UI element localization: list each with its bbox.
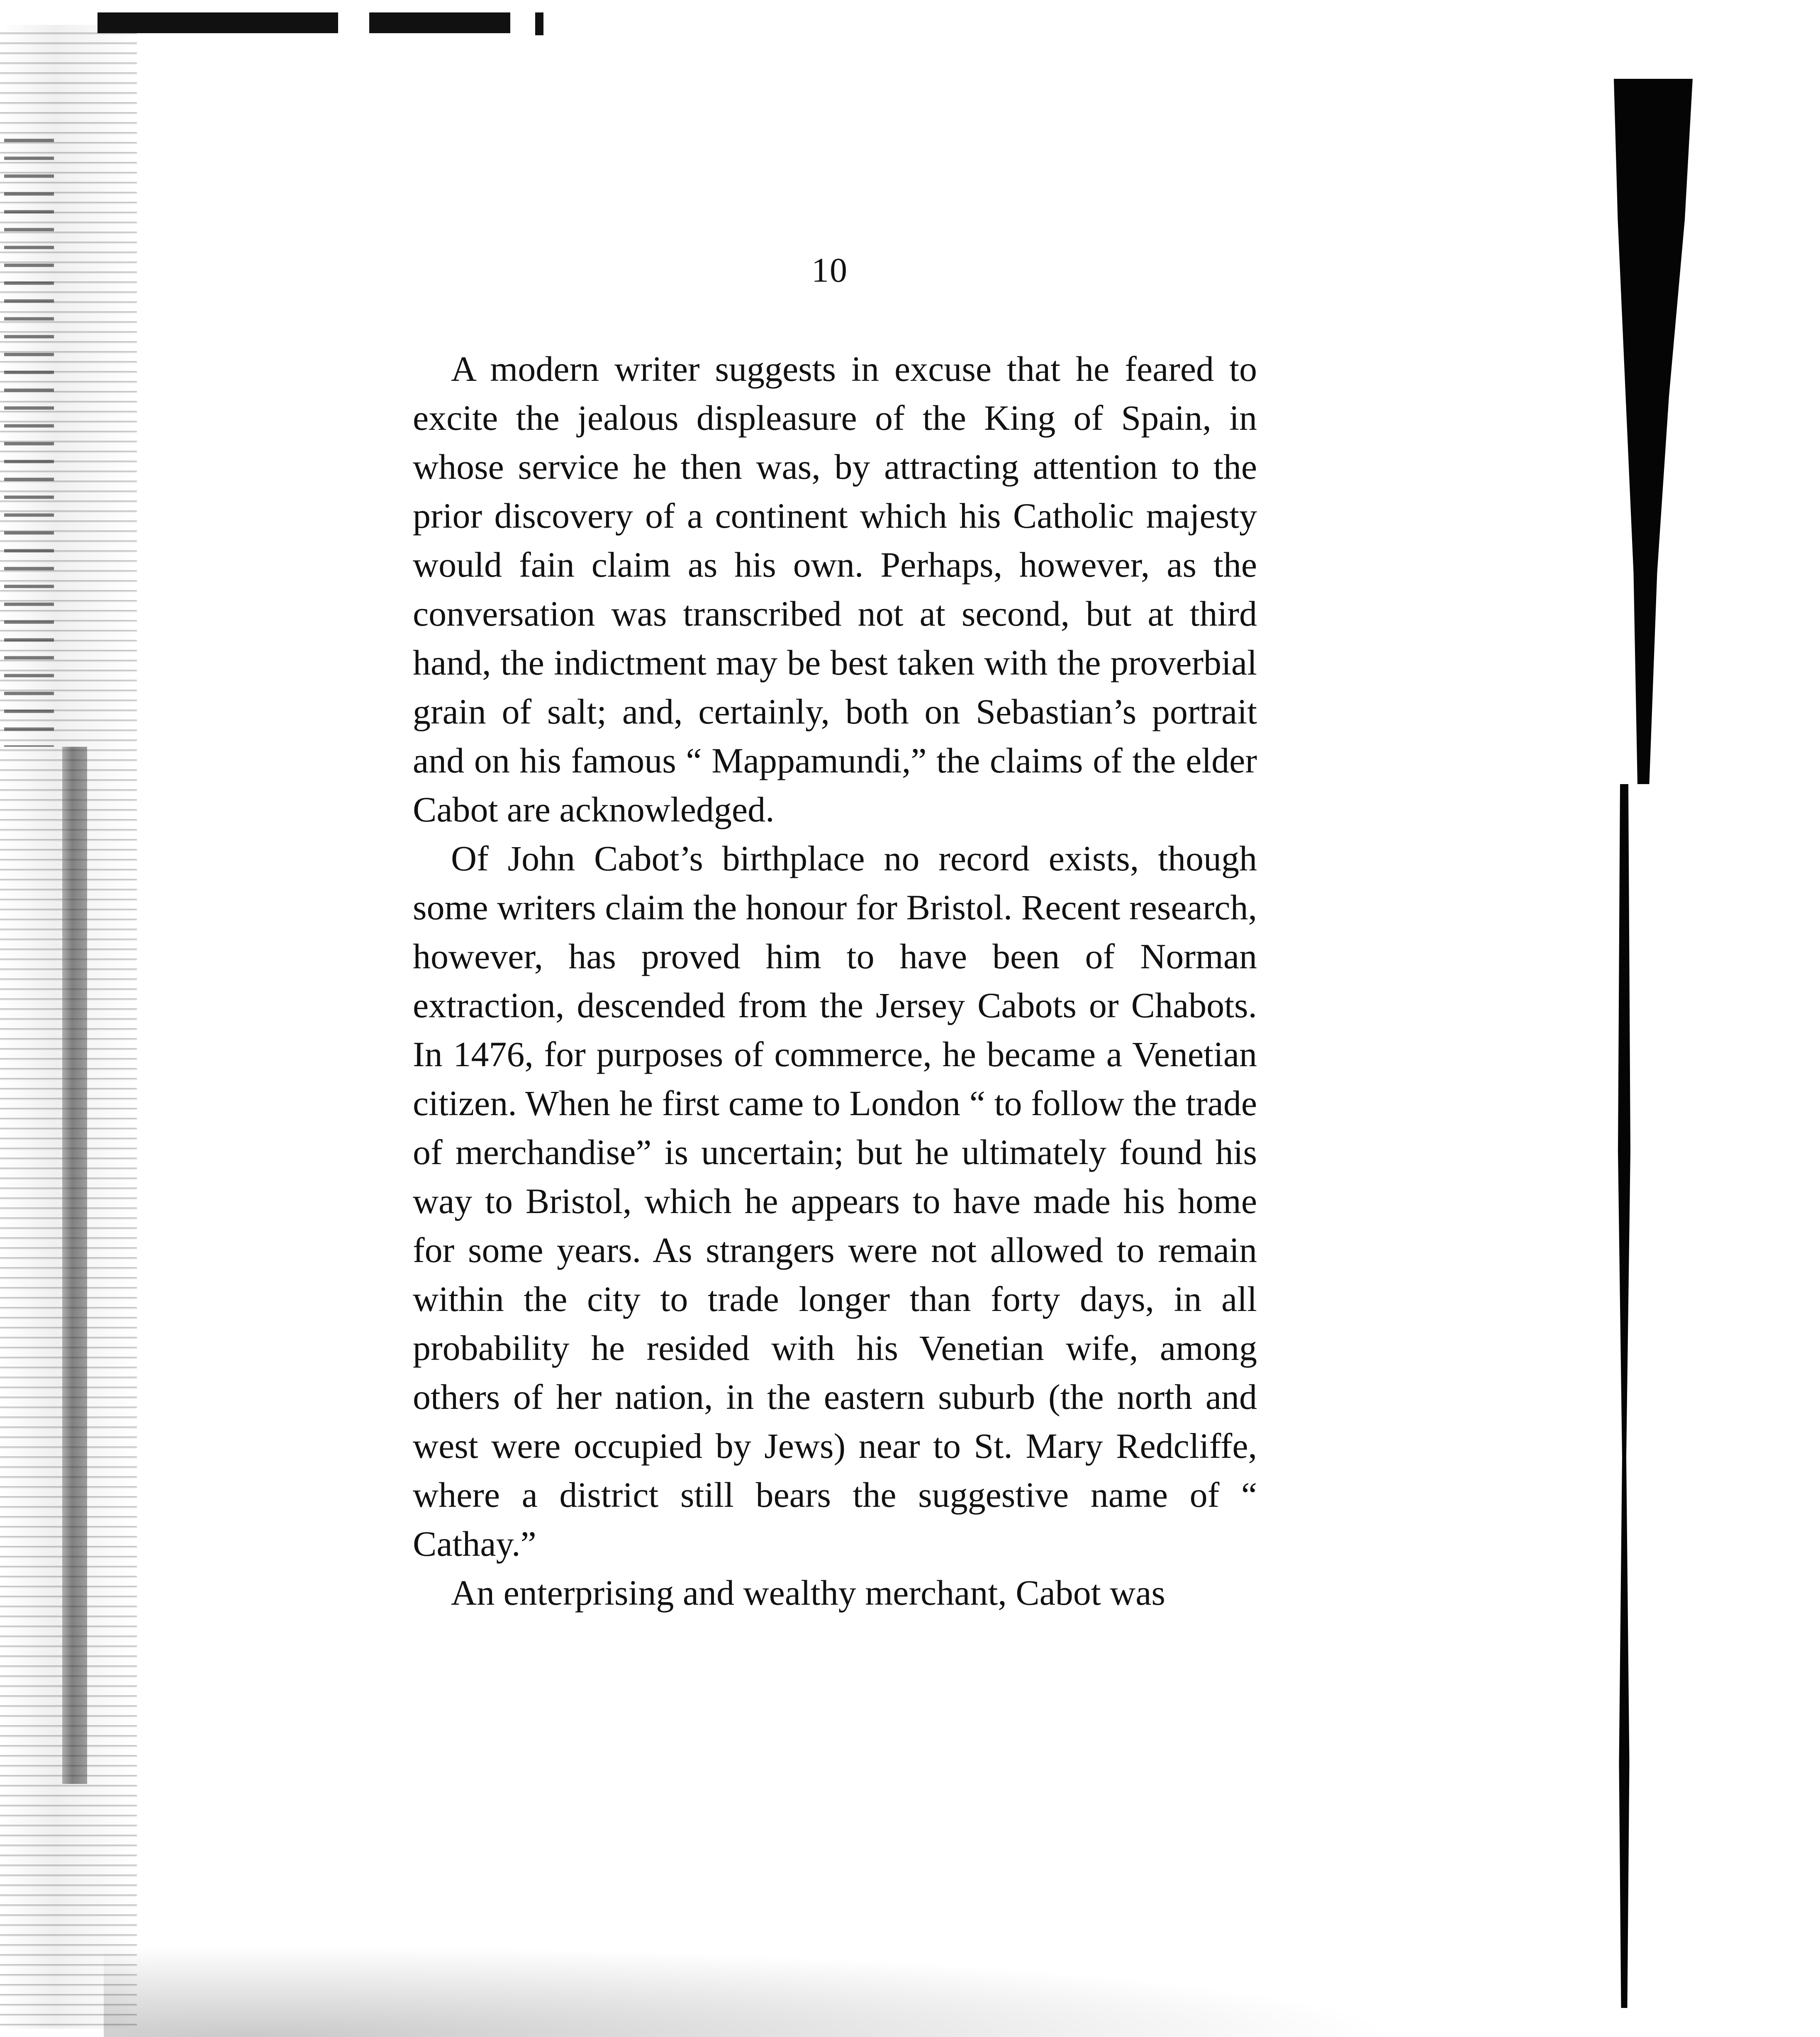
scan-right-binding bbox=[1614, 79, 1693, 784]
paragraph: A modern writer suggests in excuse that he feared to excite the jealous displeasure of the King of Spain, in whose service he then was, by attracting attention to the prior discovery of a continent which his Catholic majesty would fain claim as his own. Perhaps, however, as the conversation was transcribed not at second, but at third hand, the indictment may be best taken with the proverbial grain of salt; and, certainly, both on Sebastian’s portrait and on his famous “ Mappamundi,” the claims of the elder Cabot are acknowledged. bbox=[413, 349, 1257, 829]
body-text bbox=[413, 344, 1257, 1617]
scan-edge-marks bbox=[4, 124, 54, 747]
scan-top-mark bbox=[535, 12, 543, 35]
scan-right-stem bbox=[1614, 784, 1635, 2008]
scan-top-mark bbox=[97, 12, 338, 33]
scan-top-mark bbox=[369, 12, 510, 33]
paragraph: Of John Cabot’s birthplace no record exists, though some writers claim the honour for Bristol. Recent research, however, has proved him to have been of Norman extraction, descended from the Jersey Cabots or Chabots. In 1476, for purposes of commerce, he became a Venetian citizen. When he first came to London “ to follow the trade of merchandise” is uncertain; but he ultimately found his way to Bristol, which he appears to have made his home for some years. As strangers were not allowed to remain within the city to trade longer than forty days, in all probability he resided with his Venetian wife, among others of her nation, in the eastern suburb (the north and west were occupied by Jews) near to St. Mary Redcliffe, where a district still bears the suggestive name of “ Cathay.” bbox=[413, 838, 1257, 1564]
scan-bottom-noise bbox=[104, 1929, 1597, 2037]
page-number: 10 bbox=[811, 251, 848, 290]
scan-binding-shadow bbox=[62, 747, 87, 1784]
paragraph: An enterprising and wealthy merchant, Cabot was bbox=[451, 1573, 1165, 1613]
